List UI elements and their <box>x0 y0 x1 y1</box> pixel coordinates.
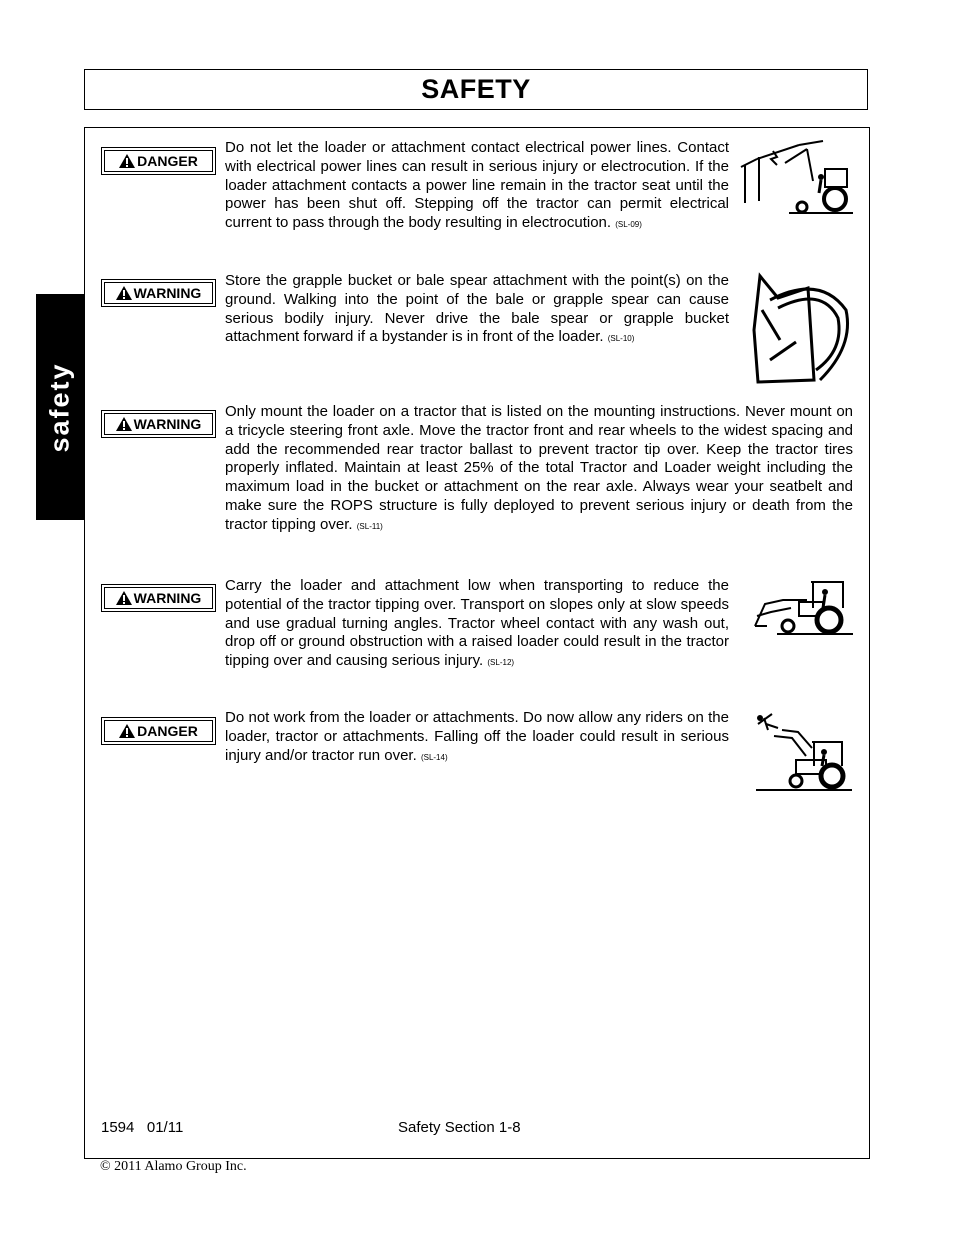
message-text: Do not let the loader or attachment contact electrical power lines. Contact with electrical power lines can result in serious injury or electrocution. If the loader attachment contacts a power line remain in the tractor seat until the power has been shut off. Stepping off the tractor can permit electrical current to pass through the body resulting in electrocution. <box>225 139 729 232</box>
safety-message <box>225 709 729 767</box>
rider-falling-icon <box>752 708 856 794</box>
message-text: Store the grapple bucket or bale spear attachment with the point(s) on the ground. Walking into the point of the bale or grapple spear can cause serious bodily injury. Never drive the bale spear or grapple bucket attachment forward if a bystander is in front of the loader. <box>225 272 729 346</box>
message-code: (SL-12) <box>487 658 515 668</box>
side-tab-label: safety <box>45 361 76 453</box>
warning-badge <box>101 279 216 307</box>
message-code: (SL-11) <box>356 521 383 531</box>
safety-message <box>225 272 729 349</box>
message-text: Carry the loader and attachment low when transporting to reduce the potential of the tractor tipping over. Transport on slopes only at slow speeds and use gradual turning angles. Tractor wheel contact with any wash out, drop off or ground obstruction with a raised loader could result in the tractor tipping over and causing serious injury. <box>225 577 729 670</box>
alert-triangle-icon <box>119 724 135 738</box>
safety-message <box>225 403 853 537</box>
page-title: SAFETY <box>421 74 531 104</box>
danger-badge <box>101 147 216 175</box>
message-code: (SL-09) <box>615 220 642 230</box>
warning-badge <box>101 410 216 438</box>
safety-message <box>225 139 729 235</box>
footer-section: Safety Section 1-8 <box>398 1119 521 1136</box>
tractor-loader-low-icon <box>747 578 855 638</box>
message-text: Do not work from the loader or attachments. Do now allow any riders on the loader, tractor or attachments. Falling off the loader could result in serious injury and/or tractor run over. <box>225 709 729 764</box>
copyright: © 2011 Alamo Group Inc. <box>100 1159 247 1174</box>
badge-label: WARNING <box>133 590 202 606</box>
message-code: (SL-10) <box>607 334 635 344</box>
message-code: (SL-14) <box>420 752 448 762</box>
badge-label: WARNING <box>133 285 202 301</box>
section-side-tab <box>36 294 85 520</box>
page-header <box>84 69 868 110</box>
badge-label: WARNING <box>133 416 202 432</box>
message-text: Only mount the loader on a tractor that is listed on the mounting instructions. Never mount on a tricycle steering front axle. Move the tractor front and rear wheels to the widest spacing and add the recommended rear tractor ballast to prevent tractor tip over. Keep the tractor tires properly inflated. Maintain at least 25% of the total Tractor and Loader weight including the maximum load in the bucket or attachment on the rear axle. Always wear your seatbelt and make sure the ROPS structure is fully deployed to prevent serious injury or death from the tractor tipping over. <box>225 403 853 533</box>
danger-badge <box>101 717 216 745</box>
alert-triangle-icon <box>116 417 132 431</box>
safety-message <box>225 577 729 673</box>
alert-triangle-icon <box>119 154 135 168</box>
power-line-electrocution-icon <box>737 137 855 215</box>
footer-part-number: 1594 01/11 <box>101 1119 184 1136</box>
warning-badge <box>101 584 216 612</box>
alert-triangle-icon <box>116 591 132 605</box>
badge-label: DANGER <box>137 153 198 169</box>
alert-triangle-icon <box>116 286 132 300</box>
grapple-bucket-icon <box>750 270 856 386</box>
badge-label: DANGER <box>137 723 198 739</box>
